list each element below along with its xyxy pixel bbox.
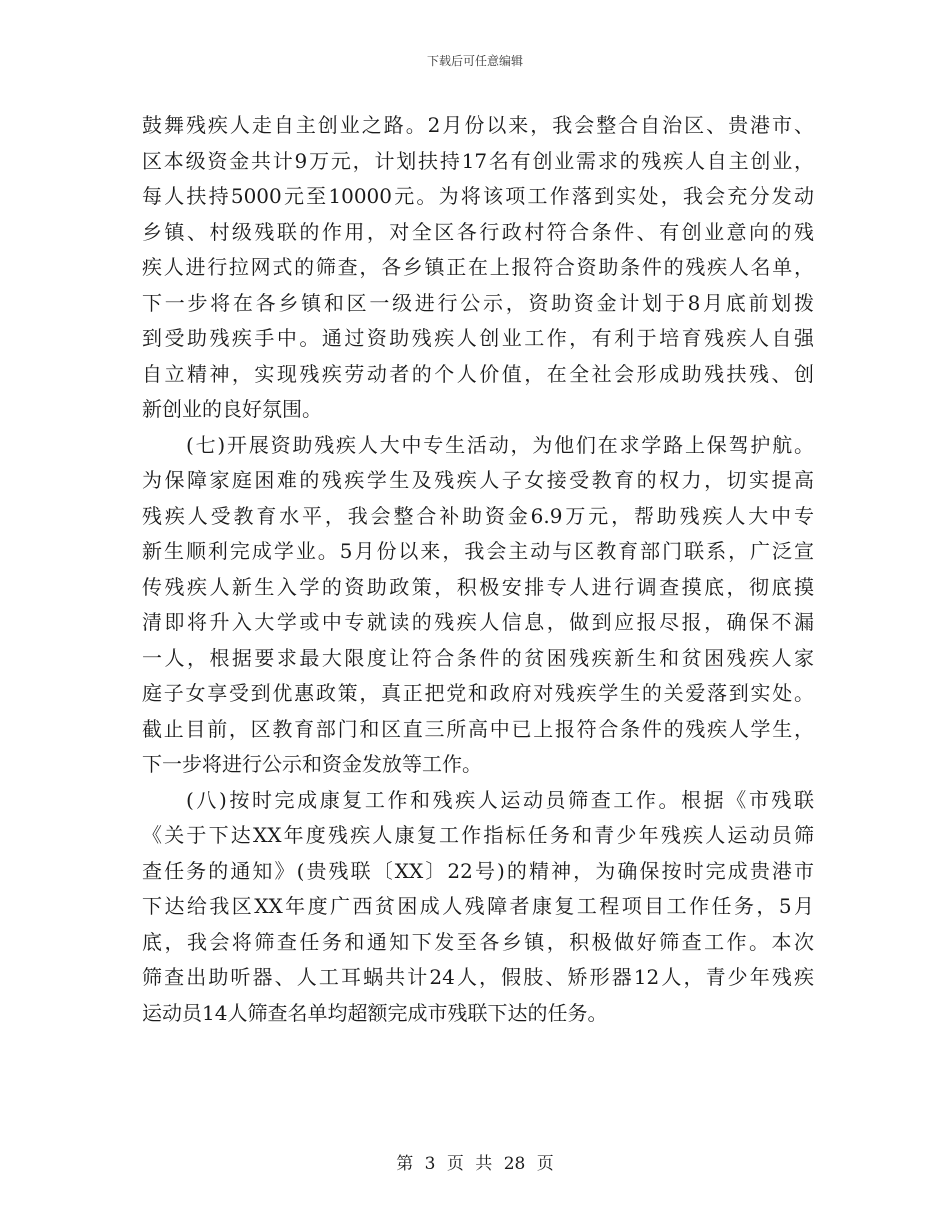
text-line: 筛查出助听器、人工耳蜗共计24人，假肢、矫形器12人，青少年残疾 xyxy=(142,965,814,989)
text-line: 鼓舞残疾人走自主创业之路。2月份以来，我会整合自治区、贵港市、 xyxy=(142,113,814,137)
text-line: 底，我会将筛查任务和通知下发至各乡镇，积极做好筛查工作。本次 xyxy=(142,929,814,954)
text-line: 下一步将进行公示和资金发放等工作。 xyxy=(142,752,482,776)
paragraph-heading-seven: (七)开展资助残疾人大中专生活动，为他们在求学路上保驾护航。 xyxy=(186,432,814,457)
text-line: 疾人进行拉网式的筛查，各乡镇正在上报符合资助条件的残疾人名单， xyxy=(142,255,814,279)
text-line: 清即将升入大学或中专就读的残疾人信息，做到应报尽报，确保不漏 xyxy=(142,610,814,634)
text-line: 运动员14人筛查名单均超额完成市残联下达的任务。 xyxy=(142,1000,608,1025)
text-line: 残疾人受教育水平，我会整合补助资金6.9万元，帮助残疾人大中专 xyxy=(142,503,814,528)
text-line: 一人，根据要求最大限度让符合条件的贫困残疾新生和贫困残疾人家 xyxy=(142,645,814,670)
text-line: 截止目前，区教育部门和区直三所高中已上报符合条件的残疾人学生， xyxy=(142,716,814,741)
text-line: 下达给我区XX年度广西贫困成人残障者康复工程项目工作任务，5月 xyxy=(142,894,814,918)
text-line: 下一步将在各乡镇和区一级进行公示，资助资金计划于8月底前划拨 xyxy=(142,290,814,315)
text-line: 到受助残疾手中。通过资助残疾人创业工作，有利于培育残疾人自强 xyxy=(142,326,814,350)
text-line: 查任务的通知》(贵残联〔XX〕22号)的精神，为确保按时完成贵港市 xyxy=(142,858,814,883)
text-line: 新创业的良好氛围。 xyxy=(142,397,322,421)
text-line: 传残疾人新生入学的资助政策，积极安排专人进行调查摸底，彻底摸 xyxy=(142,574,814,599)
paragraph-heading-eight: (八)按时完成康复工作和残疾人运动员筛查工作。根据《市残联 xyxy=(186,787,814,812)
text-line: 每人扶持5000元至10000元。为将该项工作落到实处，我会充分发动 xyxy=(142,184,814,208)
text-line: 乡镇、村级残联的作用，对全区各行政村符合条件、有创业意向的残 xyxy=(142,219,814,244)
document-body xyxy=(142,108,814,1031)
text-line: 自立精神，实现残疾劳动者的个人价值，在全社会形成助残扶残、创 xyxy=(142,361,814,386)
text-line: 区本级资金共计9万元，计划扶持17名有创业需求的残疾人自主创业， xyxy=(142,148,814,173)
text-line: 《关于下达XX年度残疾人康复工作指标任务和青少年残疾人运动员筛 xyxy=(142,823,814,847)
text-line: 庭子女享受到优惠政策，真正把党和政府对残疾学生的关爱落到实处。 xyxy=(142,681,814,705)
text-line: 为保障家庭困难的残疾学生及残疾人子女接受教育的权力，切实提高 xyxy=(142,468,814,492)
page-number-footer: 第 3 页 共 28 页 xyxy=(396,1154,554,1174)
text-line: 新生顺利完成学业。5月份以来，我会主动与区教育部门联系，广泛宣 xyxy=(142,539,814,563)
page-header: 下载后可任意编辑 xyxy=(426,54,523,68)
